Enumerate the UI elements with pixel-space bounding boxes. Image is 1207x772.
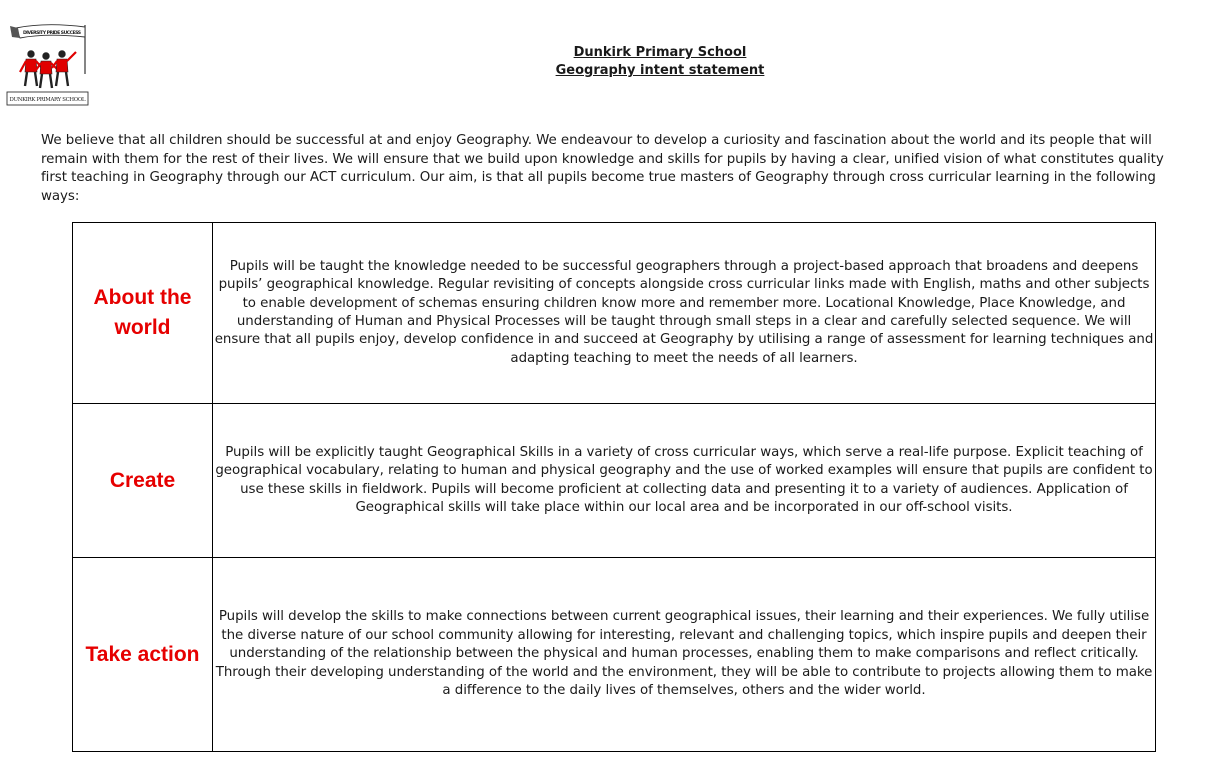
row-description: Pupils will be taught the knowledge needed to be successful geographers through a project-based approach that broadens and deepens pupils’ geographical knowledge. Regular revisiting of concepts alongside cross curricular links made with English, maths and other subjects to enable development of schemas ensuring children know more and remember more. Locational Knowledge, Place Knowledge, and understanding of Human and Physical Processes will be taught through small steps in a clear and carefully selected sequence. We will ensure that all pupils enjoy, develop confidence in and succeed at Geography by utilising a range of assessment for learning techniques and adapting teaching to meet the needs of all learners. [213, 223, 1156, 404]
school-logo [6, 22, 90, 108]
row-label: Create [73, 404, 213, 558]
table-row [73, 404, 1156, 558]
child-figure [20, 51, 42, 86]
logo-banner-text: DIVERSITY PRIDE SUCCESS [23, 31, 81, 36]
document-header [460, 44, 860, 80]
table-row [73, 558, 1156, 752]
child-figure [36, 53, 57, 88]
row-description: Pupils will develop the skills to make connections between current geographical issues, their learning and their experiences. We fully utilise the diverse nature of our school community allowing for interesting, relevant and challenging topics, which inspire pupils and deepen their understanding of the relationship between the physical and human processes, enabling them to make comparisons and reflect critically. Through their developing understanding of the world and the environment, they will be able to contribute to projects allowing them to make a difference to the daily lives of themselves, others and the wider world. [213, 558, 1156, 752]
document-title: Geography intent statement [555, 63, 765, 78]
school-name: Dunkirk Primary School [573, 45, 747, 60]
row-label: Take action [73, 558, 213, 752]
intro-paragraph: We believe that all children should be successful at and enjoy Geography. We endeavour to develop a curiosity and fascination about the world and its people that will remain with them for the rest of their lives. We will ensure that we build upon knowledge and skills for pupils by having a clear, unified vision of what constitutes quality first teaching in Geography through our ACT curriculum. Our aim, is that all pupils become true masters of Geography through cross curricular learning in the following ways: [41, 133, 1164, 204]
intent-table [72, 222, 1156, 752]
logo-school-text: DUNKIRK PRIMARY SCHOOL [9, 97, 86, 103]
row-label: About the world [73, 223, 213, 404]
table-row [73, 223, 1156, 404]
row-description: Pupils will be explicitly taught Geographical Skills in a variety of cross curricular ways, which serve a real-life purpose. Explicit teaching of geographical vocabulary, relating to human and physical geography and the use of worked examples will ensure that pupils are confident to use these skills in fieldwork. Pupils will become proficient at collecting data and presenting it to a variety of audiences. Application of Geographical skills will take place within our local area and be incorporated in our off-school visits. [213, 404, 1156, 558]
